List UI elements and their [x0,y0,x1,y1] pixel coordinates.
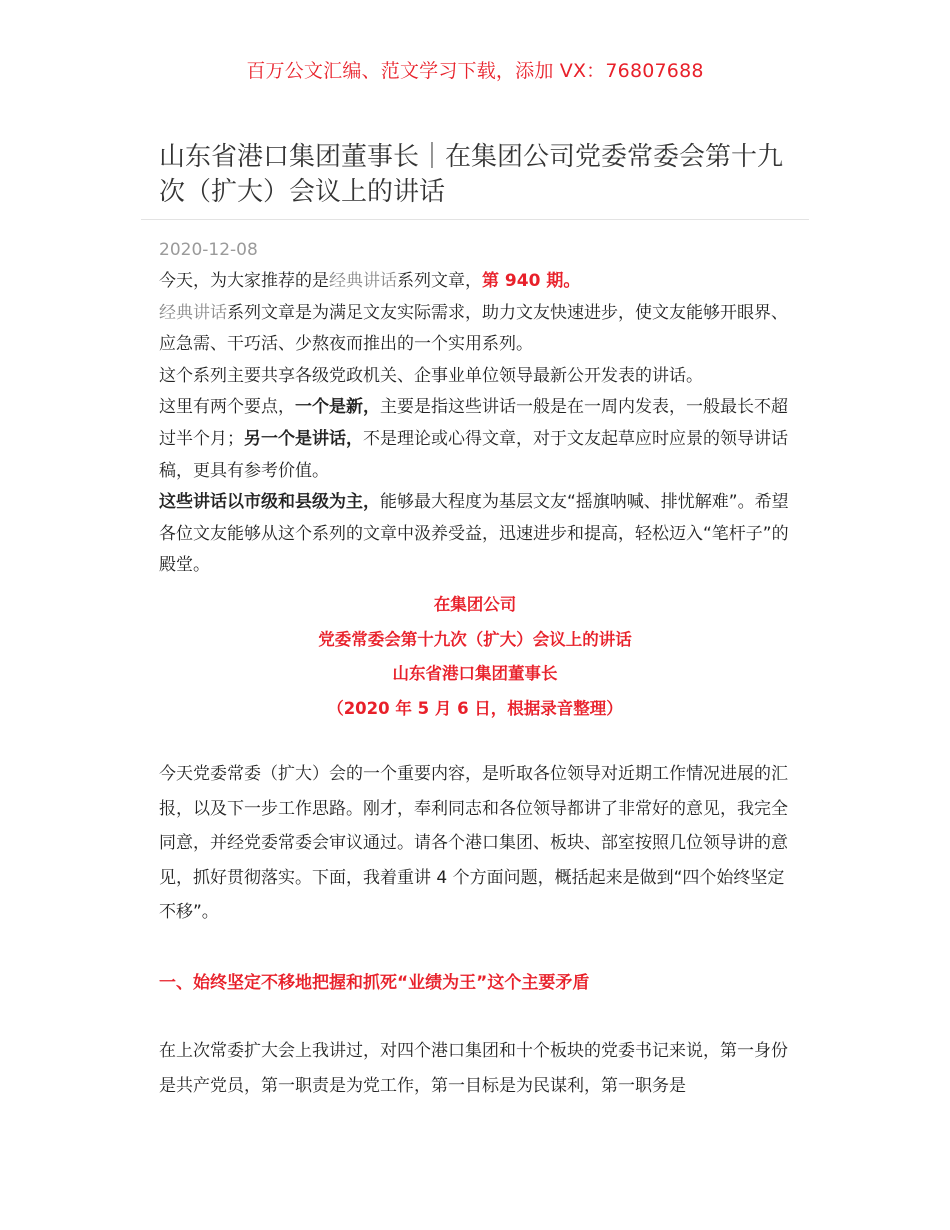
key-point: 另一个是讲话， [244,428,363,449]
series-name: 经典讲话 [159,302,227,323]
publish-date: 2020-12-08 [159,240,258,260]
intro-text: 今天，为大家推荐的是 [159,271,329,291]
intro-text: 主要是指这些讲话一般是在一周内发表，一般最长不超过半个月； [159,397,788,449]
intro-paragraph-5 [159,487,795,582]
issue-number: 第 940 期。 [482,271,581,291]
speech-header [0,588,950,726]
promo-banner: 百万公文汇编、范文学习下载，添加 VX：76807688 [246,60,704,82]
intro-paragraph-2 [159,298,795,361]
intro-text: 这里有两个要点， [159,397,295,418]
intro-paragraph-1 [159,266,795,298]
series-name: 经典讲话 [329,271,397,291]
body-paragraph-2: 在上次常委扩大会上我讲过，对四个港口集团和十个板块的党委书记来说，第一身份是共产党员，第一职责是为党工作，第一目标是为民谋利，第一职务是 [159,1041,788,1096]
intro-section [159,266,795,582]
intro-text: 系列文章是为满足文友实际需求，助力文友快速进步，使文友能够开眼界、应急需、干巧活、少熬夜而推出的一个实用系列。 [159,302,788,355]
intro-text: 能够最大程度为基层文友“摇旗呐喊、排忧解难”。希望各位文友能够从这个系列的文章中汲养受益，迅速进步和提高，轻松迈入“笔杆子”的殿堂。 [159,492,789,576]
speech-header-line: 党委常委会第十九次（扩大）会议上的讲话 [318,629,632,649]
intro-text: 系列文章， [397,271,482,291]
intro-text: 不是理论或心得文章，对于文友起草应时应景的领导讲话稿，更具有参考价值。 [159,428,788,481]
intro-paragraph-3: 这个系列主要共享各级党政机关、企事业单位领导最新公开发表的讲话。 [159,365,703,386]
title-divider [141,219,809,220]
key-point: 这些讲话以市级和县级为主， [159,492,380,513]
section-heading-1: 一、始终坚定不移地把握和抓死“业绩为王”这个主要矛盾 [159,973,590,993]
article-title: 山东省港口集团董事长｜在集团公司党委常委会第十九次（扩大）会议上的讲话 [159,142,784,207]
speech-header-line: 在集团公司 [433,595,517,614]
intro-paragraph-4 [159,392,795,487]
body-paragraph-1: 今天党委常委（扩大）会的一个重要内容，是听取各位领导对近期工作情况进展的汇报，以及下一步工作思路。刚才，奉利同志和各位领导都讲了非常好的意见，我完全同意，并经党委常委会审议通过。请各个港口集团、板块、部室按照几位领导讲的意见，抓好贯彻落实。下面，我着重讲 4 个方面问题，概括起来是做到“四个始终坚定不移”。 [159,764,788,922]
key-point: 一个是新， [295,397,380,418]
speech-header-line: （2020 年 5 月 6 日，根据录音整理） [327,698,623,718]
speech-header-line: 山东省港口集团董事长 [392,664,558,684]
